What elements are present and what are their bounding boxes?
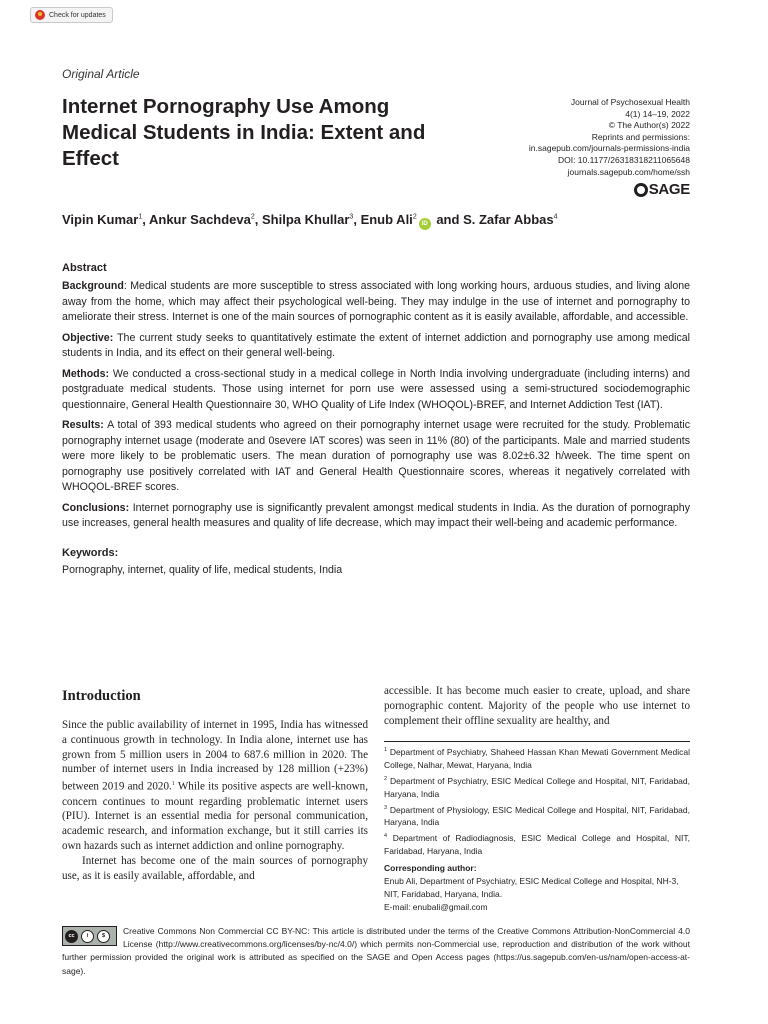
affiliation-text: Department of Psychiatry, Shaheed Hassan Khan Mewati Government Medical College, Nalhar, Mewat, Haryana, India — [384, 746, 690, 770]
introduction-left-column — [62, 718, 368, 883]
affiliation-item — [384, 802, 690, 830]
author-name: Vipin Kumar — [62, 212, 139, 227]
abstract-conclusions-label: Conclusions: — [62, 501, 130, 514]
author-affiliation-mark: 2 — [412, 213, 417, 221]
abstract-results-label: Results: — [62, 419, 104, 431]
reprints-label: Reprints and permissions: — [591, 131, 690, 142]
affiliations — [384, 744, 690, 914]
crossmark-icon — [35, 10, 45, 20]
journal-info — [460, 97, 690, 178]
article-title: Internet Pornography Use Among Medical Students in India: Extent and Effect — [62, 95, 426, 170]
check-for-updates-badge[interactable] — [30, 7, 113, 23]
abstract-methods — [62, 367, 690, 414]
introduction-paragraph — [62, 718, 368, 854]
doi[interactable]: DOI: 10.1177/26318318211065648 — [557, 154, 690, 165]
abstract-heading: Abstract — [62, 262, 107, 274]
author-affiliation-mark: 3 — [349, 213, 354, 221]
author-affiliation-mark: 1 — [138, 213, 143, 221]
citation-mark[interactable]: 1 — [171, 781, 175, 788]
corresponding-author-email[interactable]: E-mail: enubali@gmail.com — [384, 902, 488, 913]
abstract-objective-label: Objective: — [62, 331, 114, 344]
introduction-paragraph: Internet has become one of the main sources of pornography use, as it is easily available, affordable, and — [62, 854, 368, 882]
keywords-text: Pornography, internet, quality of life, medical students, India — [62, 563, 343, 576]
abstract-results — [62, 418, 690, 496]
affiliation-mark: 2 — [384, 775, 388, 782]
abstract-conclusions — [62, 501, 690, 532]
author-name: Enub Ali — [360, 212, 413, 227]
keywords-heading: Keywords: — [62, 546, 119, 559]
affiliation-text: Department of Radiodiagnosis, ESIC Medical College and Hospital, NIT, Faridabad, Haryana, India — [384, 833, 690, 857]
abstract-background-text: : Medical students are more susceptible to stress associated with long working hours, arduous studies, and living alone away from the home, which may affect their psychological well-being. They may indulge in the use of internet and pornography to ameliorate their stress. Internet is one of the main sources of pornographic content as it is easily available, affordable, and accessible. — [62, 280, 690, 323]
introduction-right-column: accessible. It has become much easier to create, upload, and share pornographic content. Majority of the people who use internet to complement their offline sexuality are healthy, and — [384, 685, 690, 727]
journal-homepage-link[interactable]: journals.sagepub.com/home/ssh — [567, 166, 690, 177]
abstract-conclusions-text: Internet pornography use is significantly prevalent amongst medical students in India. As the duration of pornography use increases, general health measures and quality of life decrease, which may impact their well-being and academic performance. — [62, 501, 690, 529]
article-type: Original Article — [62, 67, 140, 81]
abstract-background-label: Background — [62, 280, 124, 292]
license-notice — [62, 925, 690, 978]
nc-icon: $ — [97, 930, 110, 943]
affiliation-text: Department of Physiology, ESIC Medical College and Hospital, NIT, Faridabad, Haryana, India — [384, 804, 690, 828]
reprints-link[interactable]: in.sagepub.com/journals-permissions-india — [528, 143, 690, 154]
abstract-results-text: A total of 393 medical students who agreed on their pornography internet usage were recruited for the study. Problematic pornography internet usage (moderate and 0severe IAT scores) was seen in 11% (80) of the participants. Male and married students were more likely to be problematic users. The mean duration of pornography use was 8.02±6.32 h/week. The time spent on pornography use positively correlated with IAT and General Health Questionnaire scores, whereas it negatively correlated with WHOQOL-BREF scores. — [62, 419, 690, 493]
orcid-icon[interactable]: iD — [419, 218, 431, 230]
sage-logo-text: SAGE — [648, 181, 690, 198]
affiliation-text: Department of Psychiatry, ESIC Medical College and Hospital, NIT, Faridabad, Haryana, India — [384, 775, 690, 799]
abstract-objective-text: The current study seeks to quantitatively estimate the extent of internet addiction and pornography use among medical students in India, and its effect on their general well-being. — [62, 331, 690, 359]
affiliation-item — [384, 744, 690, 772]
author-name: Ankur Sachdeva — [149, 212, 251, 227]
abstract-methods-text: We conducted a cross-sectional study in a medical college in North India involving undergraduate (including interns) and postgraduate medical students. Those using internet for porn use were assessed using a semi-structured sociodemographic questionnaire, General Health Questionnaire 30, WHO Quality of Life Index (WHOQOL)-BREF, and Internet Addiction Test (IAT). — [62, 367, 690, 411]
license-text: Creative Commons Non Commercial CC BY-NC: This article is distributed under the terms of the Creative Commons Attribution-NonCommercial 4.0 License (http://www.creativecommons.org/licenses/by-nc/4.0/) which permits non-Commercial use, reproduction and distribution of the work without further permission provided the original work is attributed as specified on the SAGE and Open Access pages (https://us.sagepub.com/en-us/nam/open-access-at-sage). — [62, 926, 690, 976]
abstract-objective — [62, 331, 690, 362]
journal-issue: 4(1) 14–19, 2022 — [625, 108, 690, 119]
affiliation-mark: 1 — [384, 747, 388, 753]
introduction-heading: Introduction — [62, 688, 141, 704]
abstract — [62, 262, 690, 576]
affiliation-item — [384, 773, 690, 801]
footnote-divider — [384, 741, 690, 742]
journal-name: Journal of Psychosexual Health — [570, 97, 690, 107]
by-icon: i — [81, 930, 94, 943]
abstract-methods-label: Methods: — [62, 367, 110, 380]
affiliation-mark: 3 — [384, 804, 388, 811]
check-for-updates-label: Check for updates — [49, 11, 106, 19]
affiliation-mark: 4 — [384, 833, 388, 840]
cc-icon: cc — [65, 930, 78, 943]
introduction-text: Since the public availability of internet in 1995, India has witnessed a continuous growth in technology. In India alone, internet use has grown from 5 million users in 2004 to 687.6 million in 2020. The number of internet users in India increased by 128 million (+23%) between 2019 and 2020. — [62, 719, 368, 793]
author-name: Shilpa Khullar — [262, 212, 350, 227]
author-list: Vipin Kumar$^1$, Ankur Sachdeva$^2$, Shilpa Khullar$^3$, Enub Ali$^2$iD and S. Zafar Abbas$^4$ — [62, 212, 682, 230]
cc-by-nc-icon[interactable] — [62, 926, 117, 946]
corresponding-author-text: Enub Ali, Department of Psychiatry, ESIC Medical College and Hospital, NH-3, NIT, Faridabad, Haryana, India. — [384, 876, 679, 900]
abstract-background — [62, 279, 690, 326]
sage-logo-icon — [634, 183, 648, 197]
introduction-text: While its positive aspects are well-known, concern continues to mount regarding problematic internet users (PIU). Internet is an essential media for personal communication, academic research, and information exchange, but it still carries its own hazards such as internet addiction and online pornography. — [62, 780, 368, 853]
author-affiliation-mark: 4 — [553, 213, 558, 221]
affiliation-item — [384, 830, 690, 858]
author-name: S. Zafar Abbas — [463, 212, 554, 227]
copyright: © The Author(s) 2022 — [608, 120, 690, 131]
author-affiliation-mark: 2 — [250, 213, 255, 221]
sage-logo — [634, 181, 690, 198]
corresponding-author-heading: Corresponding author: — [384, 863, 477, 874]
